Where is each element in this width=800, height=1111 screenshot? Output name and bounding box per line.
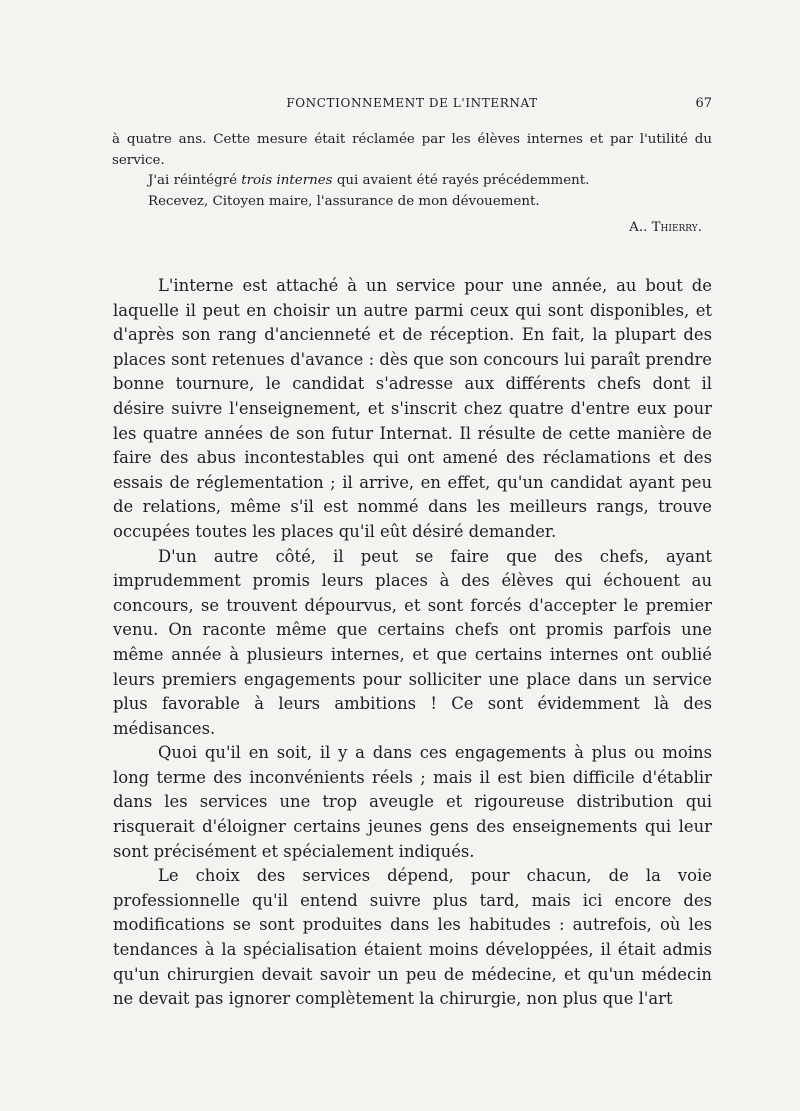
reinstated-emphasis: trois internes: [241, 173, 333, 188]
letter-reinstated-line: [112, 171, 712, 192]
page-number: 67: [695, 96, 712, 111]
paragraph-3: Quoi qu'il en soit, il y a dans ces engagements à plus ou moins long terme des inconvénients réels ; mais il est bien difficile d'établir dans les services une trop aveugle et rigoureuse distribution qui risquerait d'éloigner certains jeunes gens des enseignements qui leur sont précisément et spécialement indiqués.: [113, 743, 712, 861]
letter-continuation: à quatre ans. Cette mesure était réclamée par les élèves internes et par l'utilité du service.: [112, 132, 712, 168]
paragraph-2: D'un autre côté, il peut se faire que des chefs, ayant imprudemment promis leurs places à des élèves qui échouent au concours, se trouvent dépourvus, et sont forcés d'accepter le premier venu. On raconte même que certains chefs ont promis parfois une même année à plusieurs internes, et que certains internes ont oublié leurs premiers engagements pour solliciter une place dans un service plus favorable à leurs ambitions ! Ce sont évidemment là des médisances.: [113, 546, 712, 738]
reinstated-suffix: qui avaient été rayés précédemment.: [332, 173, 590, 188]
running-head: [112, 96, 712, 116]
letter-closing: Recevez, Citoyen maire, l'assurance de mon dévouement.: [148, 193, 540, 209]
paragraph-4: Le choix des services dépend, pour chacun, de la voie professionnelle qu'il entend suivre plus tard, mais ici encore des modifications se sont produites dans les habitudes : autrefois, où les tendances à la spécialisation étaient moins développées, il était admis qu'un chirurgien devait savoir un peu de médecine, et qu'un médecin ne devait pas ignorer complètement la chirurgie, non plus que l'art: [113, 866, 712, 1009]
letter-signature: A.. Thierry.: [629, 220, 702, 235]
letter-excerpt: [112, 130, 712, 239]
body-text: [113, 274, 712, 1012]
running-title: FONCTIONNEMENT DE L'INTERNAT: [286, 96, 538, 110]
reinstated-prefix: J'ai réintégré: [148, 173, 242, 188]
paragraph-1: L'interne est attaché à un service pour une année, au bout de laquelle il peut en choisir un autre parmi ceux qui sont disponibles, et d'après son rang d'ancienneté et de réception. En fait, la plupart des places sont retenues d'avance : dès que son concours lui paraît prendre bonne tournure, le candidat s'adresse aux différents chefs dont il désire suivre l'enseignement, et s'inscrit chez quatre d'entre eux pour les quatre années de son futur Internat. Il résulte de cette manière de faire des abus incontestables qui ont amené des réclamations et des essais de réglementation ; il arrive, en effet, qu'un candidat ayant peu de relations, même s'il est nommé dans les meilleurs rangs, trouve occupées toutes les places qu'il eût désiré demander.: [113, 276, 712, 541]
